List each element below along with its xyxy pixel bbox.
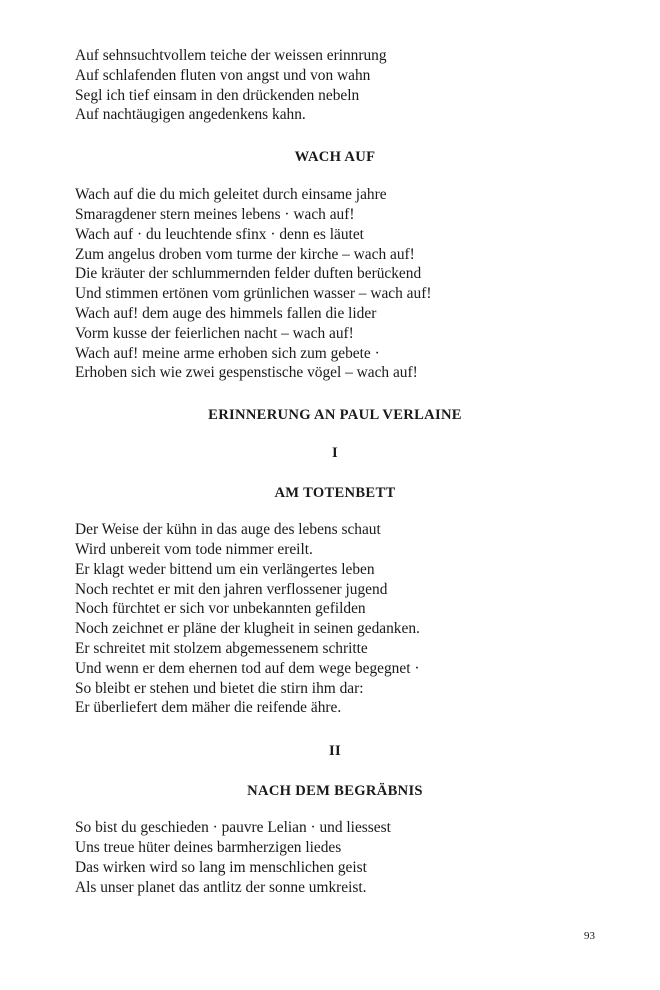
verse-line: Und wenn er dem ehernen tod auf dem wege begegnet · [75, 659, 420, 677]
opening-stanza [75, 46, 595, 125]
poem-title-am-totenbett: AM TOTENBETT [274, 485, 396, 502]
wach-auf-stanza [75, 185, 595, 383]
verse-line: So bist du geschieden · pauvre Lelian · und liessest [75, 819, 391, 837]
verse-line: Vorm kusse der feierlichen nacht – wach auf! [75, 324, 354, 342]
nach-dem-begraebnis-stanza [75, 818, 595, 897]
verse-line: Er klagt weder bittend um ein verlängertes leben [75, 560, 375, 578]
part-numeral-1: I [332, 445, 338, 462]
cycle-title: ERINNERUNG AN PAUL VERLAINE [208, 407, 462, 424]
verse-line: Noch rechtet er mit den jahren verflossener jugend [75, 580, 388, 598]
verse-line: Und stimmen ertönen vom grünlichen wasser – wach auf! [75, 285, 432, 303]
verse-line: Wach auf! dem auge des himmels fallen die lider [75, 304, 377, 322]
verse-line: Noch zeichnet er pläne der klugheit in seinen gedanken. [75, 620, 420, 638]
verse-line: Wird unbereit vom tode nimmer ereilt. [75, 540, 313, 558]
verse-line: Wach auf · du leuchtende sfinx · denn es läutet [75, 225, 364, 243]
poem-title-nach-dem-begraebnis: NACH DEM BEGRÄBNIS [247, 783, 423, 800]
verse-line: Smaragdener stern meines lebens · wach auf! [75, 205, 355, 223]
page-number: 93 [584, 930, 595, 942]
verse-line: Er schreitet mit stolzem abgemessenem schritte [75, 639, 368, 657]
part-numeral-2: II [329, 743, 341, 760]
verse-line: Wach auf! meine arme erhoben sich zum gebete · [75, 344, 380, 362]
verse-line: Er überliefert dem mäher die reifende ähre. [75, 699, 342, 717]
verse-line: Der Weise der kühn in das auge des lebens schaut [75, 521, 381, 539]
verse-line: Als unser planet das antlitz der sonne umkreist. [75, 878, 367, 896]
verse-line: Das wirken wird so lang im menschlichen geist [75, 858, 367, 876]
verse-line: Segl ich tief einsam in den drückenden nebeln [75, 86, 360, 104]
poem-title-wach-auf: WACH AUF [294, 149, 376, 166]
am-totenbett-stanza [75, 520, 595, 718]
verse-line: Auf nachtäugigen angedenkens kahn. [75, 106, 306, 124]
verse-line: Wach auf die du mich geleitet durch einsame jahre [75, 186, 387, 204]
verse-line: Uns treue hüter deines barmherzigen liedes [75, 838, 342, 856]
verse-line: So bleibt er stehen und bietet die stirn ihm dar: [75, 679, 364, 697]
verse-line: Auf schlafenden fluten von angst und von wahn [75, 66, 371, 84]
verse-line: Noch fürchtet er sich vor unbekannten gefilden [75, 600, 366, 618]
verse-line: Die kräuter der schlummernden felder duften berückend [75, 265, 422, 283]
verse-line: Zum angelus droben vom turme der kirche – wach auf! [75, 245, 415, 263]
book-page [75, 46, 595, 897]
verse-line: Erhoben sich wie zwei gespenstische vögel – wach auf! [75, 364, 418, 382]
verse-line: Auf sehnsuchtvollem teiche der weissen erinnrung [75, 47, 387, 64]
